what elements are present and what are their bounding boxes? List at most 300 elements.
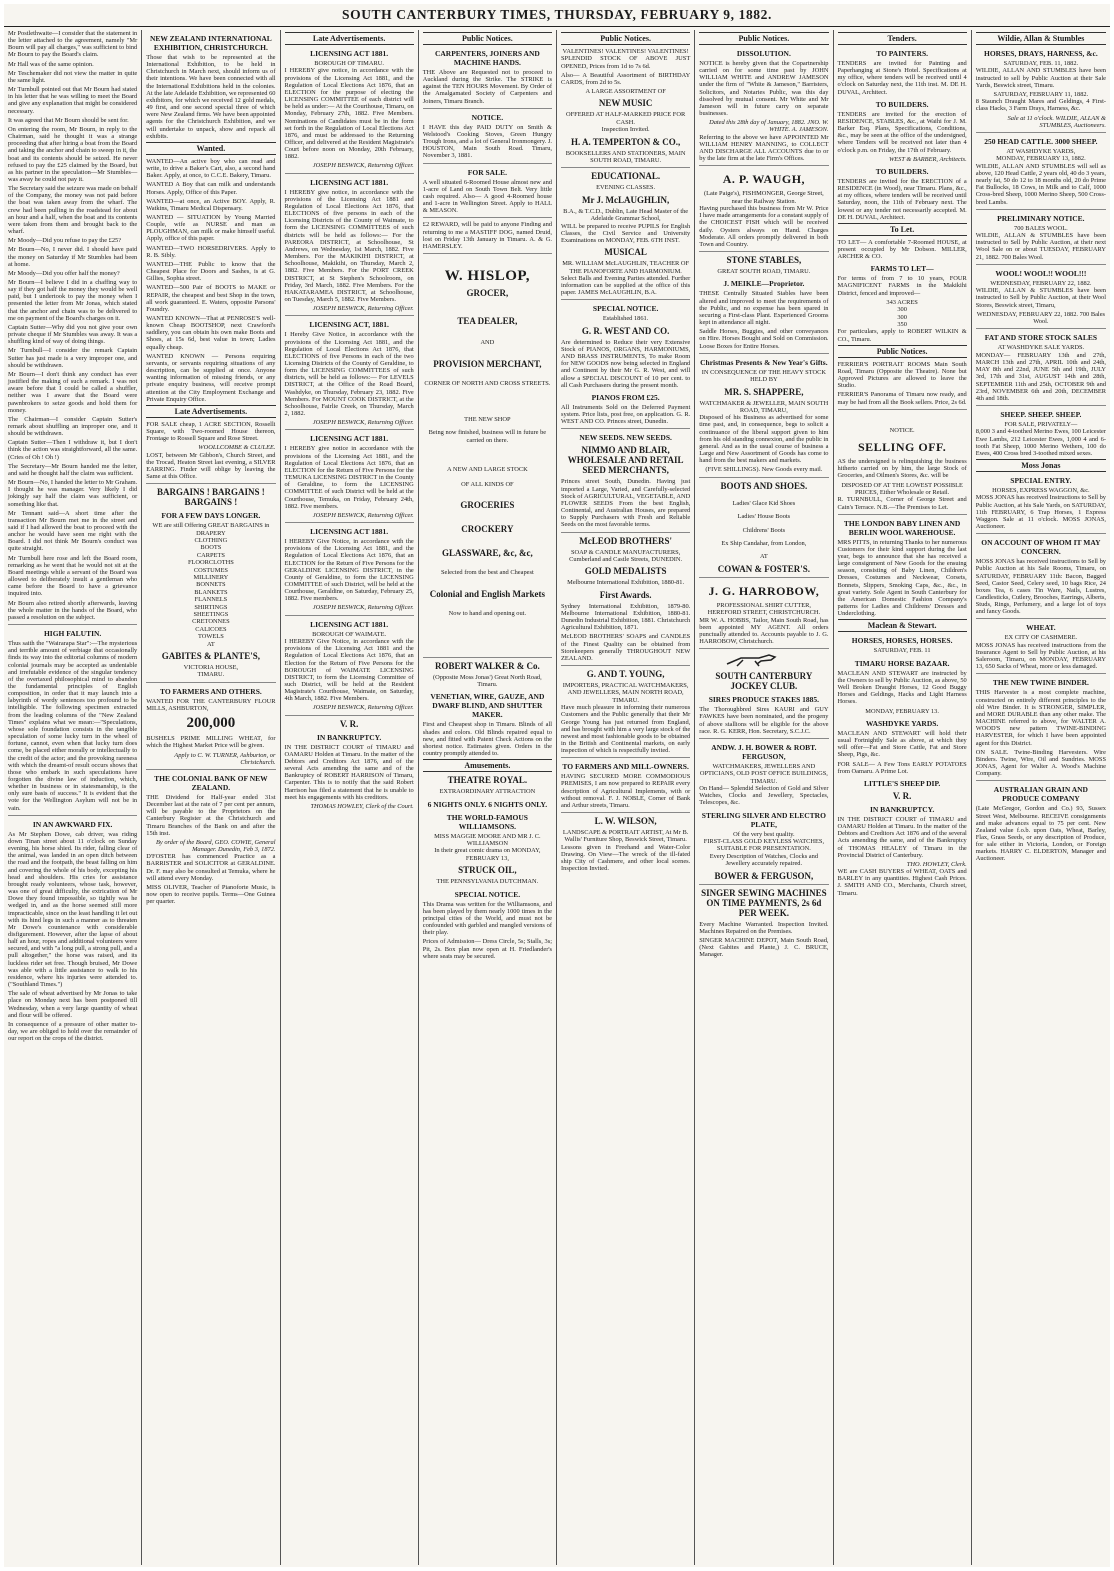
notice-text: £2 REWARD, will be paid to anyone Finding and returning to me a MASTIFF DOG, named Druid, lost on Friday 13th January in Timaru. A. & G. HAMERSLEY.: [422, 221, 554, 250]
section-header: Tenders.: [838, 32, 967, 45]
ad-line: GROCER,: [466, 287, 509, 298]
ad-line: 700 BALES WOOL.: [1014, 224, 1068, 232]
ad-line: MONDAY, FEBRUARY 13.: [865, 707, 939, 715]
ad-text: AS the undersigned is relinquishing the business hitherto carried on by him, the large Stock of Groceries, and Oilmen's Stores, &c. will be: [837, 458, 969, 480]
ad-line: OF ALL KINDS OF: [461, 481, 514, 489]
ad-headline: MUSICAL: [604, 247, 647, 258]
notice-headline: FOR SALE.: [467, 167, 507, 177]
column-5: [557, 30, 695, 1565]
ad-line: GROCERIES: [460, 499, 515, 510]
columns: [4, 30, 1110, 1565]
ad-text: THIS Harvester is a most complete machine, constructed on entirely different principles to the old Wire Binder. It is STRONGER, SIMPLER, and MORE DURABLE than any other make. The MACHINE referred to above, for WALTER A. WOOD'S new pattern TWINE-BINDING HARVESTER, for which I have been appointed agent for this District.: [975, 689, 1108, 747]
ad-line: (Opposite Moss Jonas') Great North Road, Timaru.: [433, 673, 542, 689]
article-paragraph: Mr Teschemaker did not view the matter in quite the same light.: [8, 69, 139, 84]
notice-text: IN THE DISTRICT COURT of TIMARU and OAMARU Holden at Timaru. In the matter of the Debtors and Creditors Act 1876, and of the several Acts amending the same and of the Bankruptcy of ROBERT HARRISON of Timaru, Carpenter. This is to notify that the said Robert Harrison has filed a statement that he is unable to meet his engagements with his creditors.: [284, 743, 416, 801]
divider: [423, 217, 552, 218]
section-header: Public Notices.: [838, 345, 967, 358]
ad-text: WILDIE, ALLAN & STUMBLES have been instructed to Sell by Public Auction, at their Wool Stores, Beswick street, Timaru,: [975, 287, 1108, 309]
divider: [285, 315, 414, 316]
goods-item: FLOORCLOTHS: [187, 559, 234, 567]
divider: [146, 682, 275, 683]
ad-text: R. TURNBULL, Corner of George Street and Cain's Terrace. N.B.—The Premises to Let.: [837, 496, 969, 511]
ad-line: FOR SALE, PRIVATELY—: [1004, 420, 1078, 428]
section-header: Wanted.: [146, 142, 275, 155]
ad-line: Now to hand and opening out.: [448, 610, 527, 618]
ad-text: MR W. A. HOBBS, Tailor, Main South Road, has been appointed MY AGENT. All orders punctually attended to. Accounts payable to J. G. HARROBOW, Christchurch.: [699, 616, 831, 646]
ad-text: THESE Centrally Situated Stables have been altered and improved to meet the requirements of the Public, and no expense has been spared in securing a First-class Plant. Experienced Grooms kept in attendance all night.: [699, 290, 831, 327]
ad-line: (Late Paige's), FISHMONGER, George Street, near the Railway Station.: [703, 190, 824, 205]
column-4: [419, 30, 557, 1565]
ad-line: Childrens' Boots: [742, 526, 786, 534]
ad-text: The Thoroughbred Sires KAURI and GUY FAWKES have been nominated, and the progeny of above stallions will be eligible for the above race. R. G. KERR, Hon. Secretary, S.C.J.C.: [699, 706, 831, 735]
divider: [285, 615, 414, 616]
ad-line: Melbourne International Exhibition, 1880-81.: [567, 579, 685, 587]
ad-line: AT: [759, 553, 768, 561]
ad-text: On Hand— Splendid Selection of Gold and Silver Watches, Clocks and Jewellery, Spectacles, Telescopes, &c.: [699, 785, 830, 807]
divider: [976, 209, 1106, 210]
section-header: Public Notices.: [423, 32, 552, 45]
ad-headline: SHEEP. SHEEP. SHEEP.: [1000, 409, 1082, 419]
goods-item: CALICOES: [195, 625, 227, 633]
acreage-item: 300: [897, 313, 907, 321]
ad-text: WANTED—at once, an Active BOY. Apply, R. Watkins, Timaru Medical Dispensary.: [146, 197, 277, 212]
ad-line: A NEW AND LARGE STOCK: [447, 466, 528, 473]
notice-headline: DISSOLUTION.: [736, 49, 791, 58]
divider: [976, 132, 1106, 133]
ad-figure: 200,000: [186, 715, 236, 732]
goods-item: BONNETS: [196, 581, 226, 589]
ad-line: In their great comic drama on MONDAY, FEBRUARY 13,: [434, 847, 541, 862]
goods-item: CLOTHING: [194, 536, 228, 544]
ad-line: STRUCK OIL,: [458, 865, 517, 876]
goods-item: BLANKETS: [194, 588, 228, 596]
notice-text: Referring to the above we have APPOINTED Mr WILLIAM HENRY MANNING, to COLLECT AND DISCHARGE ALL ACCOUNTS due to or by the late firm at the late Firm's Offices.: [699, 133, 831, 163]
ad-line: LANDSCAPE & PORTRAIT ARTIST, At Mr B. Wallis' Furniture Shop, Beswick Street, Timaru.: [562, 829, 689, 844]
goods-item: MILLINERY: [193, 574, 229, 582]
notice-text: I HAVE this day PAID DUTY on Smith & Welstood's Cooking Stoves, Green Hungry Trough Irons, and a lot of General Ironmongery. J. HOUSTON, Main South Road. Timaru, November 3, 1881.: [422, 123, 554, 160]
section-header: Public Notices.: [699, 32, 828, 45]
ad-line: Ladies' House Boots: [737, 513, 791, 521]
ad-text: WANTED KNOWN—That at PENROSE'S well-known Cheap BOOTSHOP, next Crawford's saddlery, you can obtain his own make Boots and Shoes, at 15s 6d, best value in town; Ladies equally cheap.: [146, 315, 278, 351]
ad-text: Have much pleasure in informing their numerous Customers and the Public generally that their Mr George Young has just returned from England, and has brought with him a very large stock of the newest and most fashionable goods to be obtained in the British and Continental markets, on early inspection of which is respectfully invited.: [561, 704, 692, 755]
ad-text: FOR SALE cheap, 1 ACRE SECTION, Rosselli Square, with Two-roomed House thereon, Frontage to Rossell Square and Rose Street.: [146, 420, 278, 443]
acreage-list: [838, 299, 967, 329]
ad-line: DISPOSED OF AT THE LOWEST POSSIBLE PRICES, Either Wholesale or Retail.: [841, 481, 963, 496]
ad-text: WILDIE, ALLAN & STUMBLES have been instructed to Sell by Public Auction, at their next Wool Sale on or about TUESDAY, FEBRUARY 21, 1882. 700 Bales Wool.: [975, 232, 1108, 261]
ad-line: GOLD MEDALISTS: [584, 566, 667, 577]
ad-line: AT WASHDYKE SALE YARDS.: [997, 344, 1085, 352]
ad-line: CORNER OF NORTH AND CROSS STREETS.: [424, 380, 551, 388]
ad-text: MACLEAN AND STEWART are instructed by the Owners to sell by Public Auction, as above, 50 Well Broken Draught Horses, 12 Good Buggy Horses and Geldings, Hacks and Light Harness Horses.: [837, 669, 969, 706]
section-header: Maclean & Stewart.: [838, 619, 967, 632]
divider: [699, 477, 828, 478]
ad-signature: Apply to C. W. TURNER, Ashburton, or Christchurch.: [174, 751, 276, 766]
notice-text: I HEREBY Give Notice, in accordance with the provisions of the Licensing Act 1881 and the Regulation of Local Elections Act 1876, that an Election for the Return of Five Persons for the BOROUGH of WAIMATE LICENSING DISTRICT, to form the Licensing Committee of such District, will be held at the Resident Magistrate's Courthouse, Waimate, on Saturday, 4th March, 1882. Five Members.: [284, 638, 416, 703]
goods-item: SHEETINGS: [193, 611, 229, 619]
article-paragraph: Mr Turnbull here rose and left the Board room, remarking as he went that he would not sit at the Board meetings while a servant of the Board was allowed to deliberately insult a gentleman who came before the Board to have a grievance inquired into.: [8, 554, 139, 598]
ad-text: Select Balls and Evening Parties attended. Further information can be supplied at the office of this paper. JAMES McLAUGHLIN, B.A.: [561, 274, 692, 297]
ad-text: This Drama was written for the Williamsons, and has been played by them nearly 1000 times in the principal cities of the World, and must not be confounded with garbled and mangled versions of their play.: [422, 900, 554, 937]
ad-text: Also— A Beautiful Assortment of BIRTHDAY CARDS, from 2d to 5s.: [561, 71, 692, 86]
ad-text: Sydney International Exhibition, 1879-80. Melbourne International Exhibition, 1880-81. Dunedin Industrial Exhibition, 1881. Christchurch Agricultural Exhibition, 1871.: [561, 602, 692, 632]
goods-item: COSTUMES: [193, 566, 228, 574]
divider: [561, 167, 690, 168]
column-1: [4, 30, 142, 1565]
advertiser-name: A. P. WAUGH,: [722, 172, 806, 187]
article-paragraph: Mr Moody—Did you offer half the money?: [8, 269, 120, 277]
column-8: [972, 30, 1110, 1565]
ad-text: 8 Staunch Draught Mares and Geldings, 4 First-class Hacks, 3 Farm Drays, Harness, &c.: [975, 98, 1106, 113]
ad-headline: SELLING OFF.: [858, 440, 947, 455]
notice-headline: LICENSING ACT 1881.: [310, 49, 389, 58]
ad-line: NEW MUSIC: [598, 98, 653, 109]
divider: [285, 173, 414, 174]
ad-line: B.A., & T.C.D., Dublin, Late Head Master of the Adelaide Grammar School,: [563, 207, 689, 223]
ad-text: All Instruments Sold on the Deferred Payment system. Price lists, post free, on application. G. R. WEST AND CO. Princes street, Dunedin.: [561, 403, 692, 426]
notice-headline: FARMS TO LET—: [870, 264, 934, 274]
divider: [423, 253, 552, 254]
ad-headline: SPECIAL ENTRY.: [1010, 476, 1072, 485]
article-paragraph: Mr Bourn—I don't think any conduct has ever justified the making of such a remark. I was not aware before that I could be called a shuffler, neither was I aware that the Board were pawnbrokers to seize goods and hold them for money.: [8, 370, 139, 414]
divider: [561, 757, 690, 758]
divider: [976, 673, 1106, 674]
ad-headline: BARGAINS ! BARGAINS ! BARGAINS !: [156, 487, 265, 508]
ad-line: GLASSWARE, &c, &c,: [441, 547, 533, 558]
divider: [976, 405, 1106, 406]
ad-text: MOSS JONAS has received instructions to Sell by Public Auction at his Sale Rooms, Timaru, on SATURDAY, FEBRUARY 11th: Bacon, Bagged Seed, Castor Seed, Celery seed, 10 bags Rice, 24 boxes Tea, 6 cases Tin Ware, Nails, Lustres, Candlesticks, Cutlery, Brooches, Earrings, Alberts, Studs, Rings, Perfumery, and a large lot of toys and fancy Goods.: [975, 558, 1108, 616]
article-paragraph: Mr Turnbull—I consider the remark Captain Sutter has just made is a very improper one, and should be withdrawn.: [8, 347, 139, 369]
ad-text: MOSS JONAS has received Instructions to Sell by Public Auction, at his Sale Yards, on SATURDAY, 11th FEBRUARY, 6 Trap Horses, 1 Express Waggon. Sale at 11 o'clock. MOSS JONAS, Auctioneer.: [975, 494, 1108, 531]
ad-line: Every Description of Watches, Clocks and Jewellery accurately repaired.: [709, 852, 819, 868]
ad-text: WANTED—THE Public to know that the Cheapest Place for Doors and Sashes, is at G. Gillies, Sophia street.: [146, 260, 278, 283]
ad-text: WE are still Offering GREAT BARGAINS in: [152, 522, 270, 530]
section-header: Public Notices.: [561, 32, 690, 45]
ad-text: Lessons given in Freehand and Water-Color Drawing. On View—The wreck of the ill-fated ship City of Cashmere, and other local scenes. Inspection Invited.: [561, 843, 692, 873]
ad-line: EXTRAORDINARY ATTRACTION: [439, 788, 536, 796]
acreage-item: 343 ACRES: [886, 298, 918, 306]
notice-signature: THO. HOWLEY, Clerk.: [906, 860, 967, 868]
ad-line: Colonial and English Markets: [429, 589, 546, 600]
article-paragraph: In consequence of a pressure of other matter to-day, we are obliged to hold over the remainder of our report on the crops of the district.: [8, 1020, 139, 1043]
ad-text: First and Cheapest shop in Timaru. Blinds of all shades and colors. Old Blinds repaired equal to new, and fitted with Patent Check Actions on the shortest notice. Estimates given. Orders in the country promptly attended to.: [422, 721, 554, 758]
goods-item: CRETONNES: [192, 618, 230, 626]
notice-text: I HEREBY Give Notice, in accordance with the provisions of the Licensing Act 1881, and the Regulation of Local Elections Act 1876, that an ELECTION for the Return of Five Persons for the GERALDINE LICENSING DISTRICT, in the County of Geraldine, to form the LICENSING COMMITTEE of such District, will be held at the Courthouse, Geraldine, on Saturday, February 25, 1882. Five members.: [284, 538, 416, 603]
ad-line: MR. WILLIAM McLAUGHLIN, TEACHER OF THE PIANOFORTE AND HARMONIUM.: [562, 260, 690, 275]
notice-text: I HEREBY give notice, in accordance with the provisions of the Licensing Act 1881 and Regulation of Local Elections Act 1876, that ELECTIONS of five persons in each of the Licensing Districts of the County of Waimate, to form the LICENSING COMMITTEES of such districts will be held as follows:— For the PAREORA DISTRICT, at Schoolhouse, St Andrews, on Wednesday, 1st March, 1882. Five Members. For the MAKIKIHI DISTRICT, at Schoolhouse, Makikihi, on Thursday, March 2, 1882. Five Members. For the PORT CREEK DISTRICT, at St Stephen's Schoolroom, on Friday, 3rd March, 1882. Five Members. For the HAKATARAMEA DISTRICT, at Schoolhouse, on Tuesday, March 5, 1882. Five Members.: [284, 188, 416, 303]
ad-text: WILL be prepared to receive PUPILS for English Classes, the Civil Service and University Examinations on MONDAY, FEB. 6TH INST.: [561, 222, 692, 244]
ad-text: WANTED — SITUATION by Young Married Couple, wife as NURSE and man as PLOUGHMAN, can milk or make himself useful. Apply, office of this paper.: [146, 213, 278, 243]
notice-text: TENDERS are invited for the erection of RESIDENCE, STABLES, &c., at Waihi for J. M. Barker Esq. Plans, Specifications, Conditions, &c., may be seen at the office of the undersigned, where Tenders will be received not later than 4 o'clock p.m. on Friday, the 17th of February.: [837, 110, 969, 154]
ad-text: Saddle Horses, Buggies, and other conveyances on Hire. Horses Bought and Sold on Commission. Loose Boxes for Entire Horses.: [699, 328, 831, 350]
section-header: To Let.: [838, 223, 967, 236]
notice-text: FERRIER'S PORTRAIT ROOMS Main South Road, Timaru (Opposite the Theatre). None but Approved Pictures are allowed to leave the Studio.: [837, 360, 969, 390]
article-paragraph: Mr Bourn—I believe I did in a chaffing way to say if they got half the money they would be well paid, but I undertook to pay the money when I presented the letter from Mr Jonas, which stated that the anchor and chain was to be delivered to me on payment of the Board's charges on it.: [8, 279, 139, 322]
ad-line: Established 1861.: [602, 315, 649, 323]
article-paragraph: The Secretary—Mr Bourn handed me the letter, and said he thought half the claim was sufficient.: [8, 462, 139, 477]
notice-headline: IN BANKRUPTCY.: [869, 804, 935, 814]
advertiser-name: L. W. WILSON,: [594, 816, 657, 827]
column-6: [695, 30, 833, 1565]
ad-line: AND: [480, 338, 495, 346]
notice-text: THE Above are Requested not to proceed to Auckland during the Strike. The STRIKE is against the TEN HOURS Movement. By Order of the Amalgamated Society of Carpenters and Joiners, Timaru Branch.: [422, 69, 554, 105]
divider: [699, 251, 828, 252]
divider: [8, 815, 137, 816]
ad-line: EX CITY OF CASHMERE.: [1004, 634, 1078, 642]
section-header: Wildie, Allan & Stumbles: [976, 32, 1106, 45]
acreage-item: 350: [897, 321, 907, 329]
ad-line: WEDNESDAY, FEBRUARY 22, 1882.: [990, 279, 1092, 287]
notice-signature: THOMAS HOWLEY, Clerk of the Court.: [310, 802, 414, 810]
article-paragraph: As Mr Stephen Dowe, cab driver, was riding down Tinan street about 11 o'clock on Sunday evening, his horse shied. Its rider, falling clear of the animal, was landed in an open ditch between the road and the footpath, the beast falling on him and covering the whole of his body, excepting his head and shoulders. His cries for assistance brought ready volunteers, whose task, however, was one of great difficulty, the extrication of Mr Dowe they found impossible, so tightly was he wedged in, and as the horse seemed still more impracticable, since on the least handling it let out with its hind legs in such a manner as to threaten Mr Dowe's countenance with considerable disfigurement. However, after the lapse of about half an hour, ropes and additional volunteers were secured, and with "a long pull, a strong pull, and a pull altogether," the horse was raised, and its luckless rider set free. Though bruised, Mr Dowe was able with a little assistance to walk to his residence, where his injuries were attended to. ("Southland Times."): [8, 830, 139, 989]
divider: [423, 657, 552, 658]
notice-text: I HEREBY give notice, in accordance with the provisions of the Licensing Act 1881, and the Regulation of Local Elections Act 1876, that an ELECTION for the purpose of electing the LICENSING COMMITTEE of each district will be held as under:— At the Courthouse, Timaru, on Monday, February 27th, 1882. Five Members. Nominations of Candidates must be in the form set forth in the Regulation of Local Elections Act 1876, and must be addressed to the Returning Officer, and delivered at the Resident Magistrate's Court before noon on Monday, 20th February, 1882.: [284, 67, 416, 161]
column-2: [142, 30, 280, 1565]
ad-text: WANTED KNOWN — Persons requiring servants, or servants requiring situations of any description, can be supplied at once. Anyone wanting information of missing friends, or any private enquiry business, will receive prompt attention at the City Employment Exchange and Private Enquiry Office.: [146, 352, 278, 403]
divider: [976, 328, 1106, 329]
advertiser-name: G. R. WEST AND CO.: [581, 325, 670, 336]
ad-text: MOSS JONAS has received instructions from the Insurance Agent to Sell by Public Auction, at his Saleroom, Timaru, on MONDAY, FEBRUARY 13, 650 Sacks of Wheat, more or less damaged.: [975, 641, 1108, 671]
ad-headline: ON ACCOUNT OF WHOM IT MAY CONCERN.: [981, 538, 1101, 557]
advertiser-name: Mr J. McLAUGHLIN,: [581, 194, 670, 205]
notice-text: For terms of from 7 to 10 years, FOUR MAGNIFICENT FARMS in the Makikihi District, fenced and improved—: [837, 275, 969, 297]
ad-headline: THE LONDON BABY LINEN AND BERLIN WOOL WAREHOUSE.: [843, 518, 961, 537]
advertiser-name: ANDW. J. H. BOWER & ROBT. FERGUSON,: [711, 742, 817, 761]
column-7: [834, 30, 972, 1565]
newspaper-page: [4, 4, 1110, 1567]
article-paragraph: Mr Bourn—No, I never did. I should have paid the money on Saturday if Mr Stumbles had been at home.: [8, 246, 139, 268]
ad-line: MISS MAGGIE MOORE AND MR J. C. WILLIAMSON: [434, 832, 541, 848]
firm-town: TIMARU.: [197, 671, 225, 679]
divider: [976, 264, 1106, 265]
article-headline: IN AN AWKWARD FIX.: [32, 819, 113, 829]
ad-text: MRS PITTS, in returning Thanks to her numerous Customers for their kind support during the last year, begs to announce that she has received a large consignment of New Goods for the ensuing season, consisting of Baby Linen, Children's Dresses, Costumes and Neckwear, Corsets, Bonnets, Slippers, Smoking Caps, &c., &c., in great variety. Sole Agent in South Canterbury for the American Domestic Fashion Company's patterns for Ladies and Childrens' Dresses and Underclothing.: [837, 538, 969, 618]
ad-text: WANTED—TWO HORSEDRIVERS. Apply to R. B. Sibly.: [146, 244, 278, 259]
article-headline: HIGH FALUTIN.: [43, 629, 102, 639]
notice-headline: SPECIAL NOTICE.: [592, 304, 659, 314]
section-header: Late Advertisements.: [285, 32, 414, 45]
ad-text: WILDIE, ALLAN AND STUMBLES have been instructed to sell by Public Auction at their Sale Yards, Beswick street, Timaru.: [975, 67, 1108, 89]
section-header: Late Advertisements.: [146, 405, 275, 418]
divider: [976, 533, 1106, 534]
racehorse-icon: [719, 652, 809, 668]
notice-signature: Dated this 28th day of January, 1882. JNO. W. WHITE. A. JAMESON.: [709, 119, 829, 134]
goods-list: [146, 530, 275, 641]
ad-line: THE NEW SHOP: [464, 415, 511, 423]
goods-item: DRAPERY: [196, 529, 226, 537]
advertiser-name: MR. S. SHAPPERE,: [724, 386, 804, 397]
notice-headline: NEW SEEDS. NEW SEEDS.: [579, 433, 672, 443]
ad-line: VENETIAN, WIRE, GAUZE, AND DWARF BLIND, AND SHUTTER MAKER.: [430, 692, 545, 720]
goods-item: SHIRTINGS: [194, 603, 228, 611]
ad-line: Selected from the best and Cheapest: [440, 568, 534, 576]
ad-line: SOAP & CANDLE MANUFACTURERS, Cumberland and Castle Streets, DUNEDIN.: [569, 548, 683, 563]
advertiser-name: STONE STABLES,: [726, 255, 802, 266]
notice-headline: TO PAINTERS.: [876, 49, 929, 58]
ad-headline: SOUTH CANTERBURY JOCKEY CLUB.: [715, 671, 813, 692]
notice-headline: LICENSING ACT 1881.: [310, 177, 389, 187]
ad-headline: Christmas Presents & New Year's Gifts.: [700, 357, 828, 367]
ad-text: HAVING SECURED MORE COMMODIOUS PREMISES, I am now prepared to REPAIR every description of Agricultural Implements, with or without removal. F. J. NOBLE, Corner of Bank and Arthur streets, Timaru.: [561, 773, 692, 809]
royal-cipher: V. R.: [892, 790, 912, 801]
notice-headline: CARPENTERS, JOINERS AND MACHINE HANDS.: [434, 49, 540, 67]
ad-line: THE PENNSYLVANIA DUTCHMAN.: [436, 878, 539, 886]
advertiser-name: J. G. HARROBOW,: [708, 583, 820, 598]
notice-text: TO LET— A comfortable 7-Roomed HOUSE, at present occupied by Mr Dobson. MILLER, ARCHER & CO.: [837, 238, 969, 261]
ad-text: MACLEAN AND STEWART will hold their usual Fortnightly Sale as above, at which they will offer—Fat and Store Cattle, Fat and Store Sheep, Pigs, &c.: [837, 729, 969, 759]
ad-headline: FAT AND STORE STOCK SALES: [984, 333, 1097, 343]
column-3: [281, 30, 419, 1565]
notice-headline: NOTICE.: [471, 112, 504, 122]
divider: [285, 522, 414, 523]
ad-text: MONDAY— FEBRUARY 13th and 27th, MARCH 13th and 27th, APRIL 10th and 24th, MAY 8th and 22nd, JUNE 5th and 19th, JULY 3rd, 17th and 31st, AUGUST 14th and 28th, SEPTEMBER 11th and 25th, OCTOBER 9th and 23rd, NOVEMBER 6th and 20th, DECEMBER 4th and 18th.: [975, 351, 1108, 402]
article-paragraph: Mr Bourn—No, I handed the letter to Mr Graham. I thought he was manager. Very likely I did jokingly say half the claim was sufficient, or something like that.: [8, 479, 139, 508]
ad-signature: Sale at 11 o'clock. WILDIE, ALLAN & STUMBLES, Auctioneers.: [1007, 114, 1106, 129]
notice-text: IN THE DISTRICT COURT of TIMARU and OAMARU Holden at Timaru. In the matter of the Debtors and Creditors Act 1876 and of the several Acts amending the same, and of the Bankruptcy of THOMAS HEALEY of Timaru in the Provincial District of Canterbury.: [837, 815, 969, 859]
notice-signature: JOSEPH BESWICK, Returning Officer.: [312, 305, 414, 313]
ad-line: WEDNESDAY, FEBRUARY 22, 1882. 700 Bales Wool.: [976, 310, 1106, 326]
divider: [8, 624, 137, 625]
ad-text: ON SALE. Twine-Binding Harvesters. Wire Binders. Twine, Wire, Oil and Sundries. MOSS JONAS, Agent for Walter A. Wood's Machine Company.: [975, 748, 1108, 778]
notice-headline: LICENSING ACT 1881.: [310, 527, 389, 537]
ad-line: SIRES PRODUCE STAKES 1885.: [708, 695, 820, 705]
notice-text: WE are CASH BUYERS of WHEAT, OATS and BARLEY in any quantities. Highest Cash Prices. J. SMITH AND CO., Merchants, Church street, Timaru.: [837, 868, 969, 897]
article-paragraph: Captain Sutter—Then I withdraw it, but I don't think the action was straightforward, all the same. (Cries of Oh ! Oh !): [8, 439, 139, 461]
ad-line: First Awards.: [599, 589, 652, 600]
firm-address: VICTORIA HOUSE,: [183, 664, 239, 672]
ad-text: WANTED FOR THE CANTERBURY FLOUR MILLS, ASHBURTON,: [146, 697, 278, 713]
divider: [699, 648, 828, 649]
ad-line: Being now finished, business will in future be carried on there.: [428, 429, 547, 444]
ad-text: Princes street South, Dunedin. Having just imported a Large, Varied, and Carefully-selected Stock of AGRICULTURAL, VEGETABLE, AND FLOWER SEEDS From the best English, Continental, and Australian Houses, are prepared to Supply Purchasers with Fresh and Reliable Seeds on the most favorable terms.: [561, 478, 692, 529]
section-header: Amusements.: [423, 759, 552, 772]
advertiser-name: G. AND T. YOUNG,: [586, 668, 665, 679]
notice-text: NOTICE is hereby given that the Copartnership carried on for some time past by JOHN WILLIAM WHITE and ANDREW JAMESON under the firm of "White & Jameson," Barristers, Solicitors, and Notaries Public, was this day dissolved by mutual consent. Mr White and Mr Jameson will in future carry on separate businesses.: [699, 60, 831, 118]
advertiser-name: BOWER & FERGUSON,: [714, 870, 814, 881]
notice-headline: TO FARMERS AND MILL-OWNERS.: [562, 762, 689, 772]
ad-headline: EDUCATIONAL.: [591, 171, 661, 182]
ad-text: THE Dividend for Half-year ended 31st December last at the rate of 7 per cent per annum, will be payable to the Proprietors on the Canterbury Register at the Christchurch and Timaru Branches of the Bank on and after the 15th inst.: [146, 793, 278, 837]
ad-text: Those that wish to be represented at the International Exhibition, to be held in Christchurch in March next, should inform us of their intentions. We have been connected with all the International Exhibitions held in the colonies. At the late Adelaide Exhibition, we represented 60 exhibitors, for which we received 12 gold medals, 49 first, and one second special three of which were New Zealand firms. We have been appointed agents for the Christchurch Exhibition, and we will undertake to unpack, show and repack all exhibits.: [146, 54, 278, 140]
ad-line: HORSES, EXPRESS WAGGON, &c.: [992, 487, 1090, 494]
divider: [285, 429, 414, 430]
ad-line: SATURDAY, FEB. 11, 1882.: [1003, 60, 1079, 67]
ad-line: NOTICE.: [889, 426, 915, 434]
notice-headline: TO BUILDERS.: [875, 99, 929, 109]
notice-signature: JOSEPH BESWICK, Returning Officer.: [312, 162, 414, 170]
divider: [561, 532, 690, 533]
divider: [561, 665, 690, 666]
ad-line: GREAT SOUTH ROAD, TIMARU.: [717, 268, 811, 276]
ad-line: THE WORLD-FAMOUS WILLIAMSONS.: [446, 812, 528, 831]
advertiser-name: McLEOD BROTHERS': [579, 535, 672, 546]
divider: [838, 409, 967, 410]
ad-line: BOOKSELLERS AND STATIONERS, MAIN SOUTH ROAD, TIMARU.: [565, 149, 686, 165]
advertiser-name: NIMMO AND BLAIR, WHOLESALE AND RETAIL SEED MERCHANTS,: [567, 445, 684, 476]
ad-headline: TO FARMERS AND OTHERS.: [159, 686, 262, 696]
ad-text: WANTED—An active boy who can read and write, to drive a Baker's Cart, also, a second hand Baker. Apply, at once, to C.C.E. Bakery, Timaru.: [146, 157, 278, 180]
ad-line: Of the very best quality.: [733, 830, 795, 838]
ad-text: Every Machine Warranted. Inspection Invited. Machines Repaired on the Premises.: [699, 920, 831, 935]
ad-headline: THE COLONIAL BANK OF NEW ZEALAND.: [154, 773, 268, 792]
ad-text: Disposed of his Business as advertised for some time past, and, in consequence, begs to solicit a continuance of the liberal support given to him from his old standing connexion, and the public in general. And as in the usual course of business a Large and New Assortment of Goods has come to hand from the best makers and markets.: [699, 414, 831, 465]
notice-text: TENDERS are invited for the ERECTION of a RESIDENCE (in Wood), near Timaru. Plans, &c., at my offices, where tenders will be received until Saturday, noon, the 11th of February next. The lowest or any tender not necessarily accepted. M. DE H. DUVAL, Architect.: [837, 177, 969, 221]
ad-headline: WOOL! WOOL!! WOOL!!!: [995, 268, 1087, 278]
ad-line: WATCHMAKER & JEWELLER, MAIN SOUTH ROAD, TIMARU,: [699, 399, 829, 414]
ad-line: J. MEIKLE—Proprietor.: [723, 279, 805, 289]
notice-signature: JOSEPH BESWICK, Returning Officer.: [312, 511, 414, 519]
divider: [146, 769, 275, 770]
ad-line: EVENING CLASSES.: [596, 184, 656, 192]
article-paragraph: Mr Tennant said—A short time after the transaction Mr Bourn met me in the street and said if I had allowed the boat to proceed with the anchor he would have seen me right with the Board. I did not think Mr Bourn's conduct was quite straight.: [8, 509, 139, 553]
ad-line: OFFERED AT HALF-MARKED PRICE FOR CASH.: [566, 111, 686, 126]
divider: [838, 514, 967, 515]
ad-text: WILDIE, ALLAN AND STUMBLES will sell as above, 120 Head Cattle, 2 years old, 40 do 3 years, nearly fat, 50 do 12 to 18 months old, 20 do Prime Fat Bullocks, 18 Cows, in Milk and to Calf, 1000 Cross-bred Sheep, 1000 Merino Sheep, 500 Cross-bred Lambs.: [975, 162, 1108, 206]
ad-text: MISS OLIVER, Teacher of Pianoforte Music, is now open to receive pupils. Terms—One Guinea per quarter.: [146, 883, 278, 906]
ad-line: A LARGE ASSORTMENT OF: [585, 88, 666, 96]
ad-text: McLEOD BROTHERS' SOAPS and CANDLES of the Finest Quality can be obtained from Storekeepers generally THROUGHOUT NEW ZEALAND.: [561, 633, 692, 662]
ad-signature: WOOLLCOMBE & CLULEE.: [198, 444, 276, 452]
notice-text: I Hereby Give Notice, in accordance with the provisions of the Licensing Act 1881, and the Regulation of Local Elections Act 1876, that ELECTIONS of five Persons in each of the two Licensing Districts of the County of Geraldine, to form the LICENSING COMMITTEES of such districts, will be held as follows:— For LEVELS DISTRICT, at the Office of the Road Board, Washdyke, on Thursday, February 23, 1882. Five Members. For MOUNT COOK DISTRICT, at the Schoolhouse, Fairlie Creek, on Thursday, March 2, 1882.: [284, 331, 416, 418]
royal-cipher: V. R.: [339, 718, 359, 729]
divider: [699, 884, 828, 885]
ad-line: SATURDAY, FEB. 11: [873, 647, 931, 655]
ad-line: Ex Ship Candahar, from London,: [721, 540, 807, 548]
ad-headline: PRELIMINARY NOTICE.: [997, 213, 1085, 223]
goods-item: CARPETS: [196, 551, 225, 559]
article-paragraph: The Secretary said the seizure was made on behalf of the Company, the money was not paid before the boat was taken away from the wharf. The crew had been pulling in the roadstead for about an hour and a half, when the boat and its contents were taken from them and brought back to the wharf.: [8, 185, 139, 236]
notice-headline: IN BANKRUPTCY.: [316, 732, 382, 742]
notice-signature: JOSEPH BESWICK, Returning Officer.: [312, 419, 414, 427]
divider: [976, 780, 1106, 781]
article-paragraph: Mr Hall was of the same opinion.: [8, 60, 94, 68]
advertiser-name: W. HISLOP,: [444, 267, 530, 284]
ad-headline: AUSTRALIAN GRAIN AND PRODUCE COMPANY: [993, 785, 1088, 804]
divider: [285, 715, 414, 716]
ad-line: CROCKERY: [461, 523, 514, 534]
divider: [699, 738, 828, 739]
notice-headline: LICENSING ACT, 1881.: [309, 320, 389, 330]
notice-signature: WEST & BARBER, Architects.: [888, 155, 967, 163]
divider: [699, 353, 828, 354]
ad-headline: 250 HEAD CATTLE. 3000 SHEEP.: [984, 137, 1098, 146]
ad-text: Are determined to Reduce their very Extensive Stock of PIANOS, ORGANS, HARMONIUMS, AND BRASS INSTRUMENTS, To make Room for NEW GOODS now being selected in England and Continent by their Mr G. R. West, and will allow a SPECIAL DISCOUNT of 10 per cent. to all Cash Purchasers during the present month.: [561, 338, 692, 389]
article-paragraph: Thus saith the "Wairarapa Star":—The mysterious and terrible amount of verbiage that occasionally finds its way into the editorial columns of modern colonial journals may be accepted as undeniable and irrefutable evidence of the singular tendency of the overtaxed philosophical mind to abandon the fundamental principles of English composition, in order that it may launch into a labyrinth of wordy sentences too profound to be intelligible. The following specimen extracted from the leading columns of the "New Zealand Times" explains what we mean:—"Speculations, whose sole foundation consists in the tangible speculation of some lucky turn in the wheel of fortune, cannot, even when that lucky turn does come, be placed either morally or intellectually to the credit of the actor; and the provoking rareness with which the dreamt-of result occurs shows that those who embark in such speculations have forgotten the divine law of induction, which, whether in business or in statesmanship, is the only sure basis of success." It is evident that the vote for the Wellington Asylum will not be in vain.: [8, 640, 139, 812]
ad-line: 6 NIGHTS ONLY. 6 NIGHTS ONLY.: [427, 799, 548, 809]
notice-headline: LICENSING ACT 1881.: [310, 434, 389, 444]
divider: [976, 618, 1106, 619]
notice-headline: SPECIAL NOTICE.: [454, 889, 521, 899]
ad-text: (Late McGregor, Gordon and Co.) 93, Sussex Street West, Melbourne. RECEIVE consignments and make advances equal to 75 per cent. New Zealand value f.o.b. upon Oats, Wheat, Barley, Flax, Grass Seeds, or any description of Produce, for sale either in Victoria, London, or Foreign markets. HARRY C. ELDERTON, Manager and Auctioneer.: [975, 805, 1108, 863]
ad-headline: WHEAT.: [1026, 623, 1056, 633]
ad-headline: HORSES, DRAYS, HARNESS, &c.: [984, 49, 1098, 58]
ad-line: IMPORTERS, PRACTICAL WATCHMAKERS, AND JEWELLERS, MAIN NORTH ROAD, TIMARU.: [562, 681, 689, 704]
notice-subheadline: BOROUGH OF WAIMATE.: [312, 630, 387, 638]
section-header: Moss Jonas: [976, 459, 1106, 472]
ad-signature: By order of the Board, GEO. COWIE, General Manager. Dunedin, Feb 3, 1872.: [155, 838, 276, 854]
ad-headline: LITTLE'S SHEEP DIP.: [864, 778, 941, 788]
ad-line: SATURDAY, FEBRUARY 11, 1882.: [993, 90, 1089, 98]
ad-line: FIRST-CLASS GOLD KEYLESS WATCHES, SUITABLE FOR PRESENTATION.: [703, 838, 825, 853]
ad-headline: HORSES, HORSES, HORSES.: [851, 636, 953, 646]
ad-text: FOR SALE— A Few Tons EARLY POTATOES from Oamaru. A Prime Lot.: [837, 760, 969, 775]
article-paragraph: Mr Turnbull pointed out that Mr Bourn had stated in his letter that he was willing to meet the Board and give any explanation that might be considered necessary.: [8, 86, 139, 115]
ad-line: VALENTINES! VALENTINES! VALENTINES!: [562, 48, 689, 55]
ad-text: Having purchased this business from Mr W. Price I have made arrangements for a constant supply of the CHOICEST FISH which will be received daily. Oysters always on Hand. Charges Moderate. All orders promptly delivered in both Town and Country.: [699, 205, 831, 248]
notice-headline: LICENSING ACT 1881.: [310, 619, 389, 629]
ad-text: SINGER MACHINE DEPOT, Main South Road, (Next Gabites and Plante,) J. C. BRUCE, Manager.: [699, 936, 831, 959]
ad-line: Inspection Invited.: [601, 126, 650, 134]
ad-text: SPLENDID STOCK OF ABOVE JUST OPENED, Prices from 1d to 7s 6d.: [561, 55, 692, 70]
